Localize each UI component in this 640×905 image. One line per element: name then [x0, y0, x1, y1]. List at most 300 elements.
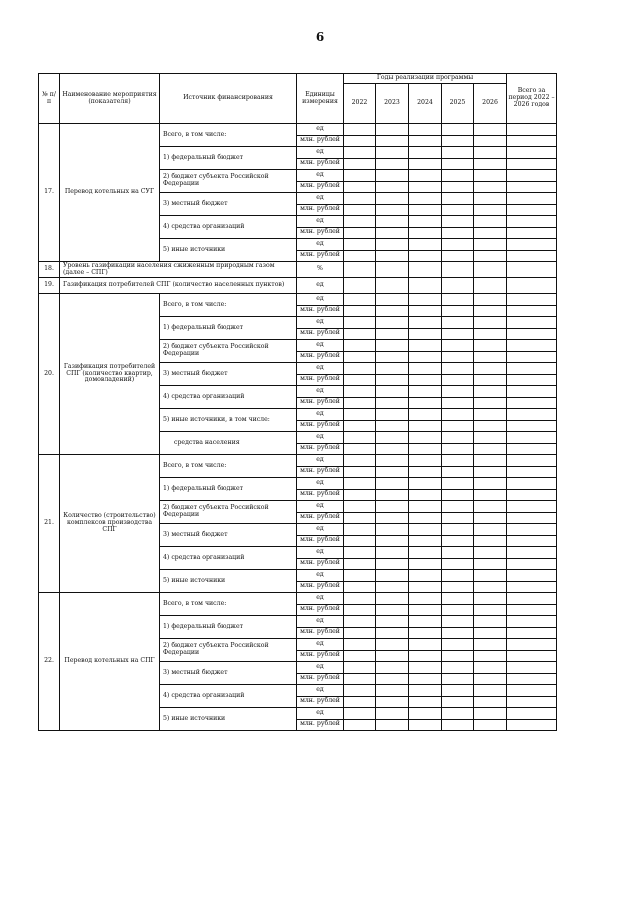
value-cell: [376, 535, 409, 547]
source-cell: 2) бюджет субъекта Российской Федерации: [160, 639, 297, 662]
row-name: Газификация потребителей СПГ (количество квартир, домовладений): [60, 294, 160, 455]
value-cell: [376, 227, 409, 239]
value-cell: [409, 317, 442, 329]
value-cell: [474, 593, 507, 605]
value-cell: [344, 478, 376, 490]
value-cell: [474, 650, 507, 662]
value-cell: [344, 363, 376, 375]
value-cell: [376, 593, 409, 605]
value-cell: [344, 386, 376, 398]
row-name: Количество (строительство) комплексов производства СПГ: [60, 455, 160, 593]
unit-cell: ед: [297, 616, 344, 628]
value-cell: [474, 363, 507, 375]
unit-cell: ед: [297, 570, 344, 582]
value-cell: [376, 386, 409, 398]
value-cell: [442, 673, 474, 685]
value-cell: [507, 604, 557, 616]
value-cell: [442, 239, 474, 251]
unit-cell: ед: [297, 685, 344, 697]
value-cell: [474, 239, 507, 251]
value-cell: [376, 466, 409, 478]
value-cell: [474, 420, 507, 432]
value-cell: [376, 363, 409, 375]
value-cell: [507, 489, 557, 501]
value-cell: [409, 478, 442, 490]
value-cell: [344, 227, 376, 239]
value-cell: [442, 581, 474, 593]
unit-cell: млн. рублей: [297, 204, 344, 216]
value-cell: [507, 227, 557, 239]
unit-cell: ед: [297, 455, 344, 467]
value-cell: [442, 262, 474, 278]
value-cell: [474, 604, 507, 616]
value-cell: [409, 193, 442, 205]
value-cell: [474, 455, 507, 467]
value-cell: [344, 708, 376, 720]
source-cell: 1) федеральный бюджет: [160, 478, 297, 501]
value-cell: [409, 409, 442, 421]
value-cell: [474, 685, 507, 697]
value-cell: [474, 409, 507, 421]
source-cell: 3) местный бюджет: [160, 363, 297, 386]
unit-cell: млн. рублей: [297, 443, 344, 455]
header-year: 2026: [474, 84, 507, 124]
value-cell: [474, 351, 507, 363]
value-cell: [376, 639, 409, 651]
value-cell: [507, 409, 557, 421]
value-cell: [442, 685, 474, 697]
value-cell: [474, 305, 507, 317]
value-cell: [474, 147, 507, 159]
value-cell: [344, 250, 376, 262]
value-cell: [474, 262, 507, 278]
value-cell: [442, 466, 474, 478]
value-cell: [344, 443, 376, 455]
value-cell: [474, 204, 507, 216]
unit-cell: млн. рублей: [297, 627, 344, 639]
value-cell: [507, 685, 557, 697]
value-cell: [344, 466, 376, 478]
value-cell: [442, 351, 474, 363]
value-cell: [507, 524, 557, 536]
value-cell: [409, 278, 442, 294]
value-cell: [442, 604, 474, 616]
row-name: Газификация потребителей СПГ (количество населенных пунктов): [60, 278, 297, 294]
source-cell: 2) бюджет субъекта Российской Федерации: [160, 340, 297, 363]
value-cell: [344, 673, 376, 685]
value-cell: [344, 593, 376, 605]
value-cell: [344, 719, 376, 731]
value-cell: [507, 397, 557, 409]
value-cell: [344, 547, 376, 559]
value-cell: [474, 294, 507, 306]
value-cell: [507, 581, 557, 593]
value-cell: [474, 158, 507, 170]
value-cell: [344, 432, 376, 444]
value-cell: [376, 351, 409, 363]
unit-cell: млн. рублей: [297, 673, 344, 685]
value-cell: [442, 135, 474, 147]
source-cell: 5) иные источники: [160, 239, 297, 262]
value-cell: [409, 627, 442, 639]
value-cell: [474, 124, 507, 136]
value-cell: [376, 558, 409, 570]
value-cell: [376, 650, 409, 662]
value-cell: [442, 193, 474, 205]
header-year: 2025: [442, 84, 474, 124]
value-cell: [442, 278, 474, 294]
value-cell: [376, 204, 409, 216]
value-cell: [507, 547, 557, 559]
value-cell: [474, 673, 507, 685]
value-cell: [474, 317, 507, 329]
value-cell: [376, 662, 409, 674]
value-cell: [442, 650, 474, 662]
unit-cell: ед: [297, 124, 344, 136]
value-cell: [409, 570, 442, 582]
source-cell: 5) иные источники, в том числе:: [160, 409, 297, 432]
value-cell: [409, 181, 442, 193]
value-cell: [344, 639, 376, 651]
unit-cell: млн. рублей: [297, 374, 344, 386]
value-cell: [507, 696, 557, 708]
row-number: 17.: [39, 124, 60, 262]
value-cell: [474, 581, 507, 593]
source-cell: Всего, в том числе:: [160, 294, 297, 317]
value-cell: [344, 170, 376, 182]
value-cell: [474, 386, 507, 398]
value-cell: [376, 512, 409, 524]
value-cell: [442, 627, 474, 639]
unit-cell: ед: [297, 593, 344, 605]
value-cell: [507, 478, 557, 490]
value-cell: [442, 328, 474, 340]
value-cell: [474, 662, 507, 674]
value-cell: [344, 662, 376, 674]
value-cell: [442, 708, 474, 720]
value-cell: [409, 547, 442, 559]
value-cell: [344, 558, 376, 570]
value-cell: [376, 501, 409, 513]
value-cell: [409, 351, 442, 363]
value-cell: [474, 250, 507, 262]
value-cell: [507, 317, 557, 329]
value-cell: [442, 420, 474, 432]
unit-cell: млн. рублей: [297, 604, 344, 616]
value-cell: [409, 650, 442, 662]
value-cell: [344, 696, 376, 708]
value-cell: [442, 340, 474, 352]
value-cell: [376, 135, 409, 147]
value-cell: [344, 374, 376, 386]
source-cell: Всего, в том числе:: [160, 124, 297, 147]
unit-cell: ед: [297, 409, 344, 421]
value-cell: [507, 386, 557, 398]
source-cell: 2) бюджет субъекта Российской Федерации: [160, 170, 297, 193]
value-cell: [409, 466, 442, 478]
header-year: 2024: [409, 84, 442, 124]
value-cell: [344, 604, 376, 616]
row-number: 22.: [39, 593, 60, 731]
value-cell: [376, 397, 409, 409]
value-cell: [442, 158, 474, 170]
value-cell: [442, 593, 474, 605]
value-cell: [442, 181, 474, 193]
value-cell: [344, 650, 376, 662]
value-cell: [507, 124, 557, 136]
value-cell: [376, 685, 409, 697]
unit-cell: ед: [297, 239, 344, 251]
value-cell: [442, 305, 474, 317]
value-cell: [507, 501, 557, 513]
value-cell: [442, 558, 474, 570]
value-cell: [507, 558, 557, 570]
value-cell: [409, 489, 442, 501]
value-cell: [376, 250, 409, 262]
value-cell: [507, 432, 557, 444]
page-number: 6: [315, 30, 325, 44]
unit-cell: млн. рублей: [297, 696, 344, 708]
value-cell: [474, 328, 507, 340]
value-cell: [409, 170, 442, 182]
source-cell: 4) средства организаций: [160, 685, 297, 708]
unit-cell: ед: [297, 639, 344, 651]
value-cell: [376, 340, 409, 352]
value-cell: [507, 204, 557, 216]
value-cell: [376, 478, 409, 490]
value-cell: [507, 420, 557, 432]
value-cell: [474, 432, 507, 444]
value-cell: [442, 455, 474, 467]
value-cell: [409, 604, 442, 616]
value-cell: [442, 432, 474, 444]
value-cell: [442, 409, 474, 421]
value-cell: [474, 696, 507, 708]
value-cell: [442, 570, 474, 582]
value-cell: [376, 193, 409, 205]
value-cell: [507, 719, 557, 731]
value-cell: [344, 501, 376, 513]
unit-cell: ед: [297, 662, 344, 674]
value-cell: [376, 432, 409, 444]
value-cell: [344, 627, 376, 639]
unit-cell: млн. рублей: [297, 719, 344, 731]
value-cell: [344, 147, 376, 159]
value-cell: [474, 278, 507, 294]
value-cell: [442, 170, 474, 182]
value-cell: [376, 262, 409, 278]
unit-cell: млн. рублей: [297, 250, 344, 262]
value-cell: [409, 374, 442, 386]
value-cell: [344, 158, 376, 170]
value-cell: [507, 170, 557, 182]
value-cell: [507, 593, 557, 605]
value-cell: [507, 216, 557, 228]
value-cell: [442, 124, 474, 136]
value-cell: [409, 328, 442, 340]
unit-cell: ед: [297, 708, 344, 720]
unit-cell: ед: [297, 478, 344, 490]
value-cell: [474, 193, 507, 205]
value-cell: [344, 397, 376, 409]
value-cell: [376, 604, 409, 616]
unit-cell: млн. рублей: [297, 158, 344, 170]
value-cell: [409, 135, 442, 147]
value-cell: [409, 124, 442, 136]
value-cell: [344, 294, 376, 306]
value-cell: [409, 158, 442, 170]
value-cell: [474, 135, 507, 147]
value-cell: [409, 250, 442, 262]
value-cell: [474, 443, 507, 455]
value-cell: [409, 204, 442, 216]
value-cell: [344, 239, 376, 251]
source-cell: 5) иные источники: [160, 708, 297, 731]
value-cell: [376, 489, 409, 501]
value-cell: [409, 227, 442, 239]
value-cell: [474, 489, 507, 501]
unit-cell: ед: [297, 147, 344, 159]
value-cell: [344, 181, 376, 193]
value-cell: [376, 673, 409, 685]
value-cell: [442, 204, 474, 216]
value-cell: [474, 547, 507, 559]
source-cell: 3) местный бюджет: [160, 524, 297, 547]
row-number: 18.: [39, 262, 60, 278]
value-cell: [442, 443, 474, 455]
unit-cell: млн. рублей: [297, 181, 344, 193]
header-name: Наименование мероприятия (показателя): [60, 74, 160, 124]
value-cell: [376, 147, 409, 159]
source-cell: 3) местный бюджет: [160, 662, 297, 685]
unit-cell: ед: [297, 193, 344, 205]
value-cell: [507, 239, 557, 251]
value-cell: [409, 432, 442, 444]
source-cell: 5) иные источники: [160, 570, 297, 593]
value-cell: [474, 639, 507, 651]
value-cell: [474, 340, 507, 352]
value-cell: [474, 501, 507, 513]
source-cell: 4) средства организаций: [160, 386, 297, 409]
value-cell: [409, 673, 442, 685]
value-cell: [507, 250, 557, 262]
value-cell: [474, 535, 507, 547]
unit-cell: ед: [297, 386, 344, 398]
value-cell: [507, 708, 557, 720]
unit-cell: ед: [297, 432, 344, 444]
value-cell: [344, 193, 376, 205]
header-year: 2022: [344, 84, 376, 124]
value-cell: [344, 216, 376, 228]
row-name: Перевод котельных на СУГ: [60, 124, 160, 262]
value-cell: [376, 239, 409, 251]
value-cell: [507, 443, 557, 455]
header-unit: Единицы измерения: [297, 74, 344, 124]
value-cell: [409, 558, 442, 570]
value-cell: [474, 627, 507, 639]
unit-cell: млн. рублей: [297, 351, 344, 363]
value-cell: [442, 294, 474, 306]
value-cell: [409, 512, 442, 524]
value-cell: [442, 147, 474, 159]
value-cell: [474, 374, 507, 386]
value-cell: [442, 250, 474, 262]
value-cell: [344, 409, 376, 421]
unit-cell: млн. рублей: [297, 397, 344, 409]
value-cell: [507, 466, 557, 478]
header-num: № п/п: [39, 74, 60, 124]
unit-cell: млн. рублей: [297, 135, 344, 147]
source-cell: 1) федеральный бюджет: [160, 616, 297, 639]
value-cell: [442, 363, 474, 375]
source-cell: 3) местный бюджет: [160, 193, 297, 216]
value-cell: [344, 328, 376, 340]
value-cell: [409, 340, 442, 352]
value-cell: [474, 397, 507, 409]
unit-cell: ед: [297, 278, 344, 294]
unit-cell: млн. рублей: [297, 489, 344, 501]
value-cell: [507, 181, 557, 193]
source-cell: Всего, в том числе:: [160, 593, 297, 616]
value-cell: [442, 397, 474, 409]
value-cell: [376, 305, 409, 317]
source-cell: 2) бюджет субъекта Российской Федерации: [160, 501, 297, 524]
value-cell: [474, 466, 507, 478]
value-cell: [507, 328, 557, 340]
value-cell: [474, 570, 507, 582]
unit-cell: млн. рублей: [297, 650, 344, 662]
value-cell: [507, 616, 557, 628]
value-cell: [442, 535, 474, 547]
value-cell: [344, 616, 376, 628]
value-cell: [409, 581, 442, 593]
unit-cell: млн. рублей: [297, 305, 344, 317]
unit-cell: млн. рублей: [297, 535, 344, 547]
unit-cell: ед: [297, 170, 344, 182]
value-cell: [344, 305, 376, 317]
unit-cell: ед: [297, 524, 344, 536]
value-cell: [442, 227, 474, 239]
source-cell: 1) федеральный бюджет: [160, 317, 297, 340]
value-cell: [344, 124, 376, 136]
value-cell: [376, 158, 409, 170]
value-cell: [507, 627, 557, 639]
value-cell: [376, 708, 409, 720]
source-cell: 4) средства организаций: [160, 547, 297, 570]
value-cell: [344, 512, 376, 524]
value-cell: [442, 639, 474, 651]
value-cell: [474, 170, 507, 182]
value-cell: [409, 216, 442, 228]
value-cell: [344, 489, 376, 501]
source-cell: 1) федеральный бюджет: [160, 147, 297, 170]
value-cell: [474, 708, 507, 720]
value-cell: [344, 262, 376, 278]
value-cell: [507, 455, 557, 467]
value-cell: [474, 524, 507, 536]
row-number: 20.: [39, 294, 60, 455]
value-cell: [409, 535, 442, 547]
value-cell: [474, 227, 507, 239]
value-cell: [507, 512, 557, 524]
value-cell: [507, 278, 557, 294]
value-cell: [442, 512, 474, 524]
value-cell: [344, 570, 376, 582]
value-cell: [409, 685, 442, 697]
value-cell: [409, 501, 442, 513]
value-cell: [442, 478, 474, 490]
row-number: 21.: [39, 455, 60, 593]
